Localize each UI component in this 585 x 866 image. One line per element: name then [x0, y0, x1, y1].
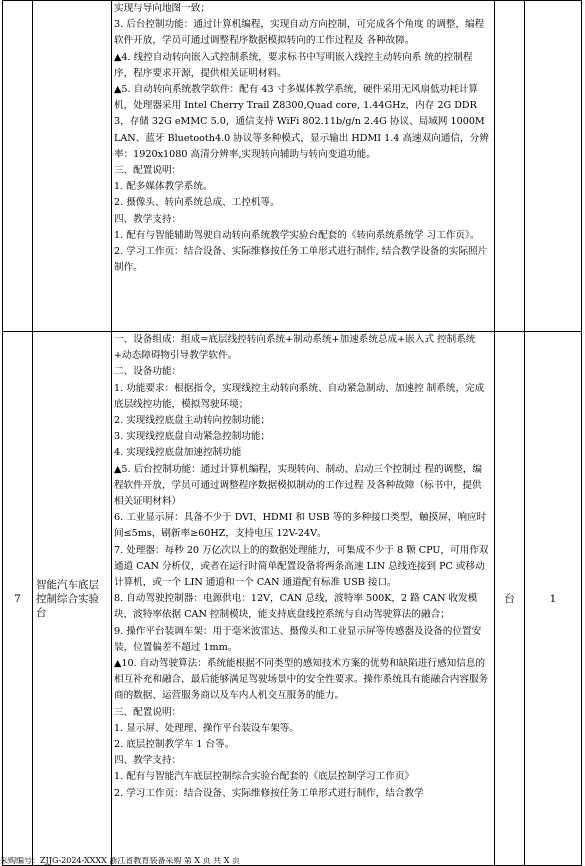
spec-line: 实现与导向地图一致； — [114, 3, 210, 14]
row-number-cell — [3, 1, 33, 332]
spec-line: 1. 配有与智能汽车底层控制综合实验台配套的《底层控制学习工作页》 — [114, 771, 415, 783]
spec-line: 3. 实现线控底盘自动紧急控制功能； — [114, 431, 271, 443]
spec-line: ▲10. 自动驾驶算法：系统能根据不同类型的感知技术方案的优势和缺陷进行感知信息的相互补充和融合，最后能够满足驾驶场景中的安全性要求。操作系统具有能融合内容服务商的数据、运营服务商以及车内人机交互服务的能力。 — [114, 658, 489, 702]
spec-line: ▲5. 后台控制功能：通过计算机编程，实现转向、制动、启动三个控制过 程的调整，编程软件开放，学员可通过调整程序数据模拟制动的工作过程 及各种故障（标书中，提供相关证明材料） — [114, 463, 483, 508]
spec-content-cell — [112, 1, 495, 332]
spec-line: 二、设备功能： — [114, 366, 182, 378]
spec-line: 2. 实现线控底盘主动转向控制功能； — [114, 415, 271, 427]
spec-line: 2. 学习工作页：结合设备、实际维修按任务工单形式进行制作，结合教学 — [114, 787, 424, 799]
spec-line: 四、教学支持： — [114, 213, 182, 225]
row-number-cell: 7 — [3, 332, 33, 866]
table-row — [3, 332, 582, 866]
spec-line: 9. 操作平台装调车架：用于毫米波雷达、摄像头和工业显示屏等传感器及设备的位置安装，位置偏差不超过 1mm。 — [114, 625, 482, 653]
spec-content-cell — [112, 332, 495, 866]
spec-line: 2. 底层控制教学车 1 台等。 — [114, 739, 235, 751]
spec-line: 三、配置说明： — [114, 165, 182, 177]
spec-line: 2. 摄像头、转向系统总成、工控机等。 — [114, 197, 280, 209]
spec-line: ▲4. 线控自动转向嵌入式控制系统，要求标书中写明嵌入线控主动转向系 统的控制程序，程序要求开源，提供相关证明材料。 — [114, 51, 473, 79]
page-footer: 采购编号：ZJJG-2024-XXXX 浙江省教育装备采购 第 X 页 共 X 页 — [0, 857, 240, 865]
quantity-cell: 1 — [525, 332, 582, 866]
unit-cell — [495, 1, 525, 332]
spec-line: ▲5. 自动转向系统教学软件：配有 43 寸多媒体教学系统，硬件采用无风扇低功耗计算机，处理器采用 Intel Cherry Trail Z8300,Quad core, 1.44GHz，内存 2G DDR3，存储 32G eMMC 5.0，通信支持 WiFi 802.11b/g/n 2.4G 协议、局域网 1000M LAN、蓝牙 Bluetooth4.0 协议等多种模式，显示输出 HDMI 1.4 高速双向通信，分辨率：1920x1080 高清分辨率,实现转向辅助与转向变道功能。 — [114, 84, 489, 160]
spec-line: 6. 工业显示屏：具备不少于 DVI、HDMI 和 USB 等的多种接口类型，触摸屏，响应时间≤5ms，刷新率≥60HZ，支持电压 12V-24V。 — [114, 512, 487, 540]
spec-line: 8. 自动驾驶控制器：电源供电：12V，CAN 总线，波特率 500K，2 路 CAN 收发模块，波特率依据 CAN 控制模块，能支持底盘线控系统与自动驾驶算法的融合； — [114, 593, 478, 621]
spec-line: 2. 学习工作页：结合设备、实际维修按任务工单形式进行制作, 结合教学设备的实际照片制作。 — [114, 246, 488, 274]
spec-line: 1. 显示屏、处理理、操作平台装设车架等。 — [114, 722, 299, 734]
spec-line: 7. 处理器：每秒 20 万亿次以上的的数据处理能力，可集成不少于 8 颗 CPU，可用作双通道 CAN 分析仪，或者在运行时简单配置设备将两条高速 LIN 总线连接到 PC 或移动计算机，或一个 LIN 通道和一个 CAN 通道配有标准 USB 接口。 — [114, 544, 489, 589]
spec-line: 一、设备组成：组成=底层线控转向系统+制动系统+加速系统总成+嵌入式 控制系统+动态障碍物引导教学软件。 — [114, 334, 476, 362]
spec-line: 三、配置说明： — [114, 706, 182, 718]
spec-line: 4. 实现线控底盘加速控制功能 — [114, 447, 242, 459]
quantity-cell — [525, 1, 582, 332]
spec-table — [2, 0, 582, 866]
item-name-cell — [33, 1, 112, 332]
unit-cell: 台 — [495, 332, 525, 866]
item-name-cell: 智能汽车底层控制综合实验台 — [33, 332, 112, 866]
spec-line: 1. 配多媒体教学系统。 — [114, 181, 213, 193]
table-row — [3, 1, 582, 332]
spec-line: 1. 功能要求：根据指令，实现线控主动转向系统、自动紧急制动、加速控 制系统，完成底层线控功能，模拟驾驶环境； — [114, 382, 485, 410]
spec-line: 1. 配有与智能辅助驾驶自动转向系统教学实验台配套的《转向系统系统学 习工作页》。 — [114, 229, 480, 241]
spec-line: 3. 后台控制功能：通过计算机编程，实现自动方向控制，可完成各个角度 的调整，编程软件开放，学员可通过调整程序数据模拟转向的工作过程及 各种故障。 — [114, 19, 485, 47]
spec-line: 四、教学支持： — [114, 755, 182, 767]
